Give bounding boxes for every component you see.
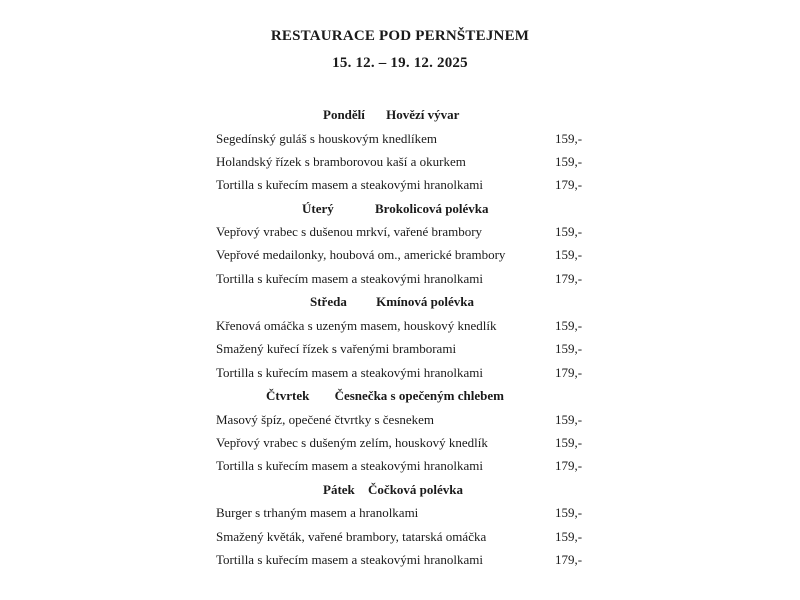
menu-price: 159,- — [555, 154, 583, 169]
day-name: Pondělí — [323, 107, 365, 122]
menu-item: Masový špíz, opečené čtvrtky s česnekem — [216, 412, 435, 427]
soup-name: Čočková polévka — [368, 482, 464, 497]
menu-item: Vepřový vrabec s dušenou mrkví, vařené brambory — [216, 224, 483, 239]
menu-price: 179,- — [555, 365, 583, 380]
menu-price: 179,- — [555, 552, 583, 567]
soup-name: Brokolicová polévka — [375, 201, 489, 216]
soup-name: Hovězí vývar — [386, 107, 460, 122]
day-name: Úterý — [302, 201, 334, 216]
menu-price: 159,- — [555, 318, 583, 333]
menu-item: Smažený květák, vařené brambory, tatarská omáčka — [216, 529, 487, 544]
menu-item: Křenová omáčka s uzeným masem, houskový knedlík — [216, 318, 497, 333]
day-name: Pátek — [323, 482, 355, 497]
day-header-friday — [323, 482, 463, 498]
day-header-thursday — [266, 388, 504, 404]
menu-price: 159,- — [555, 435, 583, 450]
day-name: Středa — [310, 294, 347, 309]
menu-item: Vepřový vrabec s dušeným zelím, houskový knedlík — [216, 435, 488, 450]
soup-name: Kmínová polévka — [376, 294, 474, 309]
menu-item: Tortilla s kuřecím masem a steakovými hranolkami — [216, 552, 483, 567]
menu-item: Tortilla s kuřecím masem a steakovými hranolkami — [216, 365, 483, 380]
menu-item: Tortilla s kuřecím masem a steakovými hranolkami — [216, 177, 483, 192]
menu-item: Tortilla s kuřecím masem a steakovými hranolkami — [216, 458, 483, 473]
menu-price: 179,- — [555, 458, 583, 473]
day-header-tuesday — [302, 201, 489, 217]
menu-price: 159,- — [555, 505, 583, 520]
menu-price: 159,- — [555, 412, 583, 427]
menu-item: Smažený kuřecí řízek s vařenými bramborami — [216, 341, 457, 356]
menu-price: 159,- — [555, 224, 583, 239]
day-header-monday — [323, 107, 459, 123]
menu-item: Tortilla s kuřecím masem a steakovými hranolkami — [216, 271, 483, 286]
day-name: Čtvrtek — [266, 388, 310, 403]
menu-price: 159,- — [555, 247, 583, 262]
menu-price: 159,- — [555, 341, 583, 356]
day-header-wednesday — [310, 294, 474, 310]
menu-price: 179,- — [555, 271, 583, 286]
menu-item: Holandský řízek s bramborovou kaší a okurkem — [216, 154, 466, 169]
menu-price: 179,- — [555, 177, 583, 192]
menu-item: Segedínský guláš s houskovým knedlíkem — [216, 131, 437, 146]
menu-price: 159,- — [555, 529, 583, 544]
restaurant-title: RESTAURACE POD PERNŠTEJNEM — [270, 28, 530, 44]
date-range: 15. 12. – 19. 12. 2025 — [332, 55, 468, 71]
menu-item: Vepřové medailonky, houbová om., americké brambory — [216, 247, 506, 262]
menu-item: Burger s trhaným masem a hranolkami — [216, 505, 419, 520]
menu-price: 159,- — [555, 131, 583, 146]
soup-name: Česnečka s opečeným chlebem — [334, 388, 504, 403]
